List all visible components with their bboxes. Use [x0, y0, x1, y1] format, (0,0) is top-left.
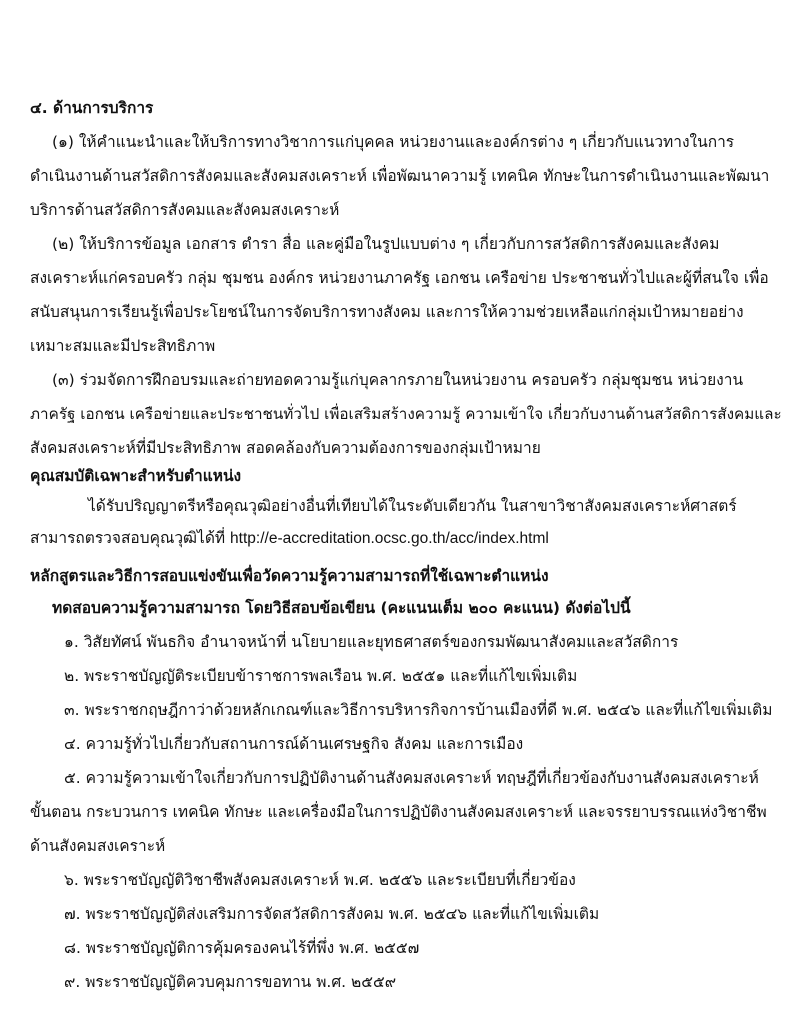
service-item-3-line-2: ภาครัฐ เอกชน เครือข่ายและประชาชนทั่วไป เพื่อเสริมสร้างความรู้ ความเข้าใจ เกี่ยวกับงานด้านสวัสดิการสังคมและ	[30, 405, 782, 423]
services-heading: ๔. ด้านการบริการ	[30, 99, 154, 117]
exam-item-5-line-1: ๕. ความรู้ความเข้าใจเกี่ยวกับการปฏิบัติงานด้านสังคมสงเคราะห์ ทฤษฎีที่เกี่ยวข้องกับงานสังคมสงเคราะห์	[64, 769, 759, 787]
exam-item-8: ๘. พระราชบัญญัติการคุ้มครองคนไร้ที่พึ่ง พ.ศ. ๒๕๕๗	[64, 939, 420, 957]
exam-item-5-line-3: ด้านสังคมสงเคราะห์	[30, 837, 166, 855]
qualifications-heading: คุณสมบัติเฉพาะสำหรับตำแหน่ง	[30, 467, 242, 485]
exam-item-1: ๑. วิสัยทัศน์ พันธกิจ อำนาจหน้าที่ นโยบายและยุทธศาสตร์ของกรมพัฒนาสังคมและสวัสดิการ	[64, 633, 679, 651]
service-item-1-line-1: (๑) ให้คำแนะนำและให้บริการทางวิชาการแก่บุคคล หน่วยงานและองค์กรต่าง ๆ เกี่ยวกับแนวทางในการ	[52, 133, 735, 151]
exam-item-9: ๙. พระราชบัญญัติควบคุมการขอทาน พ.ศ. ๒๕๕๙	[64, 973, 397, 991]
exam-item-5-line-2: ขั้นตอน กระบวนการ เทคนิค ทักษะ และเครื่องมือในการปฏิบัติงานสังคมสงเคราะห์ และจรรยาบรรณแห่งวิชาชีพ	[30, 803, 767, 821]
exam-item-4: ๔. ความรู้ทั่วไปเกี่ยวกับสถานการณ์ด้านเศรษฐกิจ สังคม และการเมือง	[64, 735, 524, 753]
service-item-3-line-3: สังคมสงเคราะห์ที่มีประสิทธิภาพ สอดคล้องกับความต้องการของกลุ่มเป้าหมาย	[30, 439, 541, 457]
service-item-1-line-3: บริการด้านสวัสดิการสังคมและสังคมสงเคราะห์	[30, 201, 340, 219]
service-item-2-line-1: (๒) ให้บริการข้อมูล เอกสาร ตำรา สื่อ และคู่มือในรูปแบบต่าง ๆ เกี่ยวกับการสวัสดิการสังคมและสังคม	[52, 235, 720, 253]
qualifications-line-1: ได้รับปริญญาตรีหรือคุณวุฒิอย่างอื่นที่เทียบได้ในระดับเดียวกัน ในสาขาวิชาสังคมสงเคราะห์ศาสตร์	[88, 497, 737, 515]
service-item-2-line-3: สนับสนุนการเรียนรู้เพื่อประโยชน์ในการจัดบริการทางสังคม และการให้ความช่วยเหลือแก่กลุ่มเป้าหมายอย่าง	[30, 303, 744, 321]
exam-heading: หลักสูตรและวิธีการสอบแข่งขันเพื่อวัดความรู้ความสามารถที่ใช้เฉพาะตำแหน่ง	[30, 567, 549, 585]
accreditation-link[interactable]: http://e-accreditation.ocsc.go.th/acc/index.html	[230, 530, 549, 547]
qualifications-line-2	[30, 527, 549, 550]
exam-item-2: ๒. พระราชบัญญัติระเบียบข้าราชการพลเรือน พ.ศ. ๒๕๕๑ และที่แก้ไขเพิ่มเติม	[64, 667, 578, 685]
exam-item-7: ๗. พระราชบัญญัติส่งเสริมการจัดสวัสดิการสังคม พ.ศ. ๒๕๔๖ และที่แก้ไขเพิ่มเติม	[64, 905, 600, 923]
service-item-3-line-1: (๓) ร่วมจัดการฝึกอบรมและถ่ายทอดความรู้แก่บุคลากรภายในหน่วยงาน ครอบครัว กลุ่มชุมชน หน่วยงาน	[52, 371, 744, 389]
exam-subheading: ทดสอบความรู้ความสามารถ โดยวิธีสอบข้อเขียน (คะแนนเต็ม ๒๐๐ คะแนน) ดังต่อไปนี้	[52, 599, 631, 617]
service-item-1-line-2: ดำเนินงานด้านสวัสดิการสังคมและสังคมสงเคราะห์ เพื่อพัฒนาความรู้ เทคนิค ทักษะในการดำเนินงานและพัฒนา	[30, 167, 770, 185]
service-item-2-line-4: เหมาะสมและมีประสิทธิภาพ	[30, 337, 216, 355]
exam-item-6: ๖. พระราชบัญญัติวิชาชีพสังคมสงเคราะห์ พ.ศ. ๒๕๕๖ และระเบียบที่เกี่ยวข้อง	[64, 871, 576, 889]
qualifications-line-2-text: สามารถตรวจสอบคุณวุฒิได้ที่	[30, 529, 231, 547]
service-item-2-line-2: สงเคราะห์แก่ครอบครัว กลุ่ม ชุมชน องค์กร หน่วยงานภาครัฐ เอกชน เครือข่าย ประชาชนทั่วไปและผู้ที่สนใจ เพื่อ	[30, 269, 769, 287]
exam-item-3: ๓. พระราชกฤษฎีกาว่าด้วยหลักเกณฑ์และวิธีการบริหารกิจการบ้านเมืองที่ดี พ.ศ. ๒๕๔๖ และที่แก้ไขเพิ่มเติม	[64, 701, 773, 719]
